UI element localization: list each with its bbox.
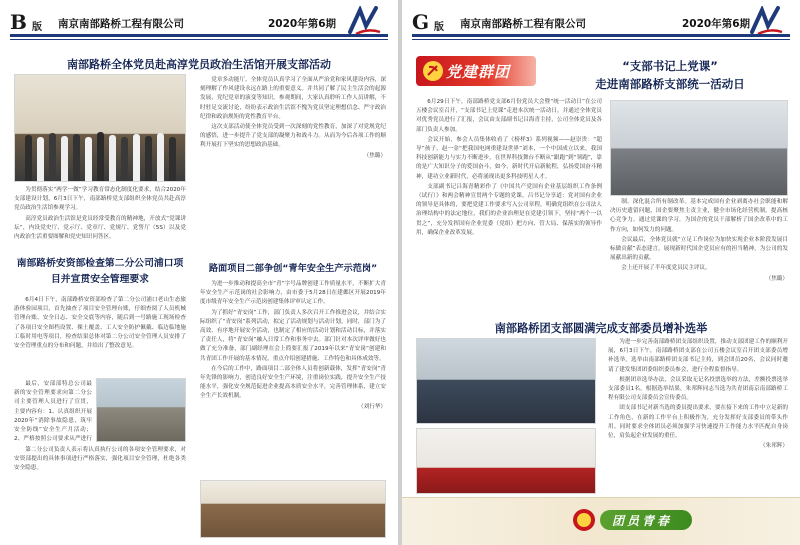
youth-banner bbox=[402, 497, 800, 545]
article-body: 党章多动能厅。全体党员认真学习了全面从严治党和家风建设内容，深刻理解了作风建设永远在路上的重要意义。并共同了解了民主生活会的起源发展、党纪党章的演变等知识。参观期间，大家认真聆听工作人员讲解，不时驻足交流讨论，纷纷表示政治生活馆不愧为党员坚定理想信念、严守政治纪律和政治规矩的党性教育平台。 这次支部活动使全体党员受到一次深刻的党性教育，加深了对党规党纪的感悟，进一步提升了党支部的凝聚力和战斗力。从而为今后各项工作的顺利开展打下坚实的思想政治基础。 （焦璐） bbox=[200, 76, 386, 224]
page-suffix: 版 bbox=[32, 22, 42, 33]
article-credit: （朱邦辉） bbox=[760, 443, 788, 450]
article-title: 路面项目二部争创“青年安全生产示范岗” bbox=[208, 263, 378, 274]
company-name: 南京南部路桥工程有限公司 bbox=[460, 18, 586, 30]
youth-league-emblem-icon bbox=[572, 508, 596, 532]
article-body: 6月29日下午，南部路桥党支部6月份党员大会暨“统一活动日”在公司五楼会议室召开，“支部书记上党课”走进本次统一活动日，并通过全体党员对优秀党员进行了汇报，会议由支部副书记吕海青主持，公司全体党员及各部门负责人参加。 会议开始，参会人员集体收看了《榜样3》系列视频——赵崇贵：“超导”孩子、赵一金“把我国电网重建设世界”刘本，一个中国成立以来，我国科技创新能力与实力不断进步，在世界科技舞台不断从“跟跑”到“领跑”，靠的是广大知识分子的爱国奋斗，如今，新时代开启新航程，弘扬爱国奋斗精神，建功立业新时代，必将涌现出更多科技明星人才。 支部副书记吕海青精彩作了《中国共产党国有企业基层组织工作条例（试行）》和两会精神宣贯两个专题的党课。吕书记分享道：党对国有企业的领导是具体的，要把党建工作要求写入公司章程，明确党组织在公司法人治理结构中的法定地位，我们的企业治理是在党建引领下，坚持“两个一以贯之”，充分发挥国有企业党委（党组）把方向、管大局、保落实的领导作用，确保企业改革发展。 bbox=[416, 99, 602, 236]
page-suffix: 版 bbox=[434, 22, 444, 33]
article-title: 南部路桥安资部检查第二分公司浦口项目并宣贯安全管理要求 bbox=[16, 258, 184, 285]
page-b bbox=[0, 0, 398, 545]
masthead-rule-thin bbox=[412, 39, 790, 40]
issue-number: 2020年第6期 bbox=[682, 18, 751, 30]
party-emblem-icon bbox=[422, 60, 444, 82]
article-body: 最后，安部部特总公司最新的安全管理要求向第二分公司主要管理人员进行了宣贯，主要内容有：1、认真组织开展2020年“消除事故隐患，筑牢安全防线”安全生产月活动；2、严格按照公司要求从严进行 bbox=[14, 381, 92, 443]
article-credit: （焦璐） bbox=[363, 152, 386, 159]
banner-text: 团员青春 bbox=[612, 514, 673, 528]
lecture-photo bbox=[610, 100, 788, 196]
article-credit: （刘行华） bbox=[358, 403, 386, 410]
article-body: 第二分公司负责人表示将认真执行公司的各项安全管理要求，对安资部提出的具体事项进行严格落实，强化项目安全管理，杜绝各类安全隐患。 bbox=[14, 447, 186, 472]
meeting-photo bbox=[200, 480, 386, 538]
company-name: 南京南部路桥工程有限公司 bbox=[58, 18, 184, 30]
banner-text: 党建群团 bbox=[446, 63, 511, 81]
masthead-rule-thin bbox=[10, 39, 388, 40]
page-g bbox=[402, 0, 800, 545]
article-body: 为进一步推动和提高全市“青”字号品牌创建工作质量水平，不断扩大青年安全生产示范岗的社会影响力，由市委于5月28日在建邺区开展2019年度市级青年安全生产示范岗创建集体评审认定工作。 为了抓好“青安岗”工作，部门负责人多次召开工作推进会议，并结合实际组织了“青安岗”系列活动，拟定了活动规划与活动计划。同时，部门为了高效、有序地开展安全活动，也制定了相应的活动计划和活动目标，并落实了责任人，将“青安岗”融入日常工作和事务中去。部门针对本次评审做好也做了充分准备，部门副经理在会上简要汇报了2019年以来“青安岗”创建和共青团工作开展的基本情况，重点介绍创建措施、工作特色和具体成效等。 在今后的工作中，路面项目二部全体人员将创新载体，发挥“青安岗”青年先锋的影响力，创造良好安全生产环境，注重岗位实践，提升安全生产技能水平，强化安全规范促进企业提高本质安全水平，完善管理体系，建立安全生产长效机制。 （刘行华） bbox=[200, 280, 386, 476]
masthead-rule bbox=[10, 34, 388, 37]
election-photo bbox=[416, 338, 596, 424]
article-title: 南部路桥全体党员赴高淳党员政治生活馆开展支部活动 bbox=[67, 58, 331, 71]
masthead-rule bbox=[412, 34, 790, 37]
youth-banner-chip bbox=[600, 510, 692, 530]
article-body: 6月4日下午，南部路桥安资部检查了第二分公司浦口老山生态旅游体验园项目，首先抽查了项目安全管理台账，仔细查阅了人员机械管理台账、安全日志、安全交底等内容，随后到一号路施工现场检查了各项日安全图档设置、裸土覆盖、工人安全防护佩戴、临边临地施工临时用电等项目，检查结果总体对第二分公司安全管理人员安排了安全管理重点的分布和问题，并给出了整改意见。 bbox=[14, 297, 186, 350]
article-body: 制、深化混合所有制改革。基本完成国有企业剥离办社会职能和解决历史遗留问题，国企要聚焦主责主业，健全市场化经营机制，提高核心竞争力。通过党课的学习，为国企的党员干部解析了国企改革中的工作方向，如何发力的问题。 会议最后，全体党员就“立足工作岗位为加快实现企业本阶段发展目标做贡献”表态建言，展现新时代国企党员应有的担当精神，为公司的发展献出新的贡献。 会上还开展了半年度党员民主评议。 （焦璐） bbox=[610, 198, 788, 310]
issue-number: 2020年第6期 bbox=[268, 18, 337, 30]
masthead-g bbox=[412, 4, 790, 44]
article-title-line1: “支部书记上党课” bbox=[622, 59, 718, 73]
article-credit: （焦璐） bbox=[765, 275, 788, 282]
article-body: 为进一步完善南部路桥团支部组织设置，推动支部团建工作的顺利开展，6月3日下午，南部路桥团支部在公司五楼会议室召开团支部委员增补选举。选举由南部路桥团支部书记主持，到会团员20名，会议同时邀请了建发集团团委组织委员参会，进行全程监督指导。 根据团章选举办法，会议采取无记名投票选举的方法，差额投票选举支部委员1名，根据选举结果，朱邦辉同志当选为共青团南京南部路桥工程有限公司支部委员会宣传委员。 团支部书记对新当选的委员提出要求，要在接下来的工作中立足新的工作角色，在新的工作平台上积极作为，充分发挥好支部委员的带头作用。同时要求全体团员必须加强学习快速提升工作能力水平匹配自身岗位，肩负起企业发展的重任。 （朱邦辉） bbox=[608, 338, 788, 496]
group-photo bbox=[14, 74, 186, 182]
article-title-line2: 走进南部路桥支部统一活动日 bbox=[595, 77, 745, 91]
company-logo-icon bbox=[346, 6, 382, 36]
page-letter: G bbox=[412, 10, 430, 34]
party-building-banner bbox=[416, 56, 536, 86]
masthead-b bbox=[10, 4, 388, 44]
youth-photo bbox=[416, 428, 596, 494]
article-body: 为贯彻落实“两学一做”学习教育常态化制度化要求，结合2020年支部建设计划，6月3日下午，南部路桥党支部组织全体党员共赴高淳党员政治生活馆参观学习。 高淳党员政治生活馆是党员经常受教育的精神地，开放式“党课讲坛”，内设党史厅、党示厅、党章厅、党规厅、党誓厅（5S）以及党内政治生活重要图解和党史知识问答区。 bbox=[14, 187, 186, 241]
page-letter: B bbox=[10, 10, 27, 34]
site-photo bbox=[96, 378, 186, 442]
article-title: 南部路桥团支部圆满完成支部委员增补选举 bbox=[494, 322, 708, 335]
company-logo-icon bbox=[748, 6, 784, 36]
